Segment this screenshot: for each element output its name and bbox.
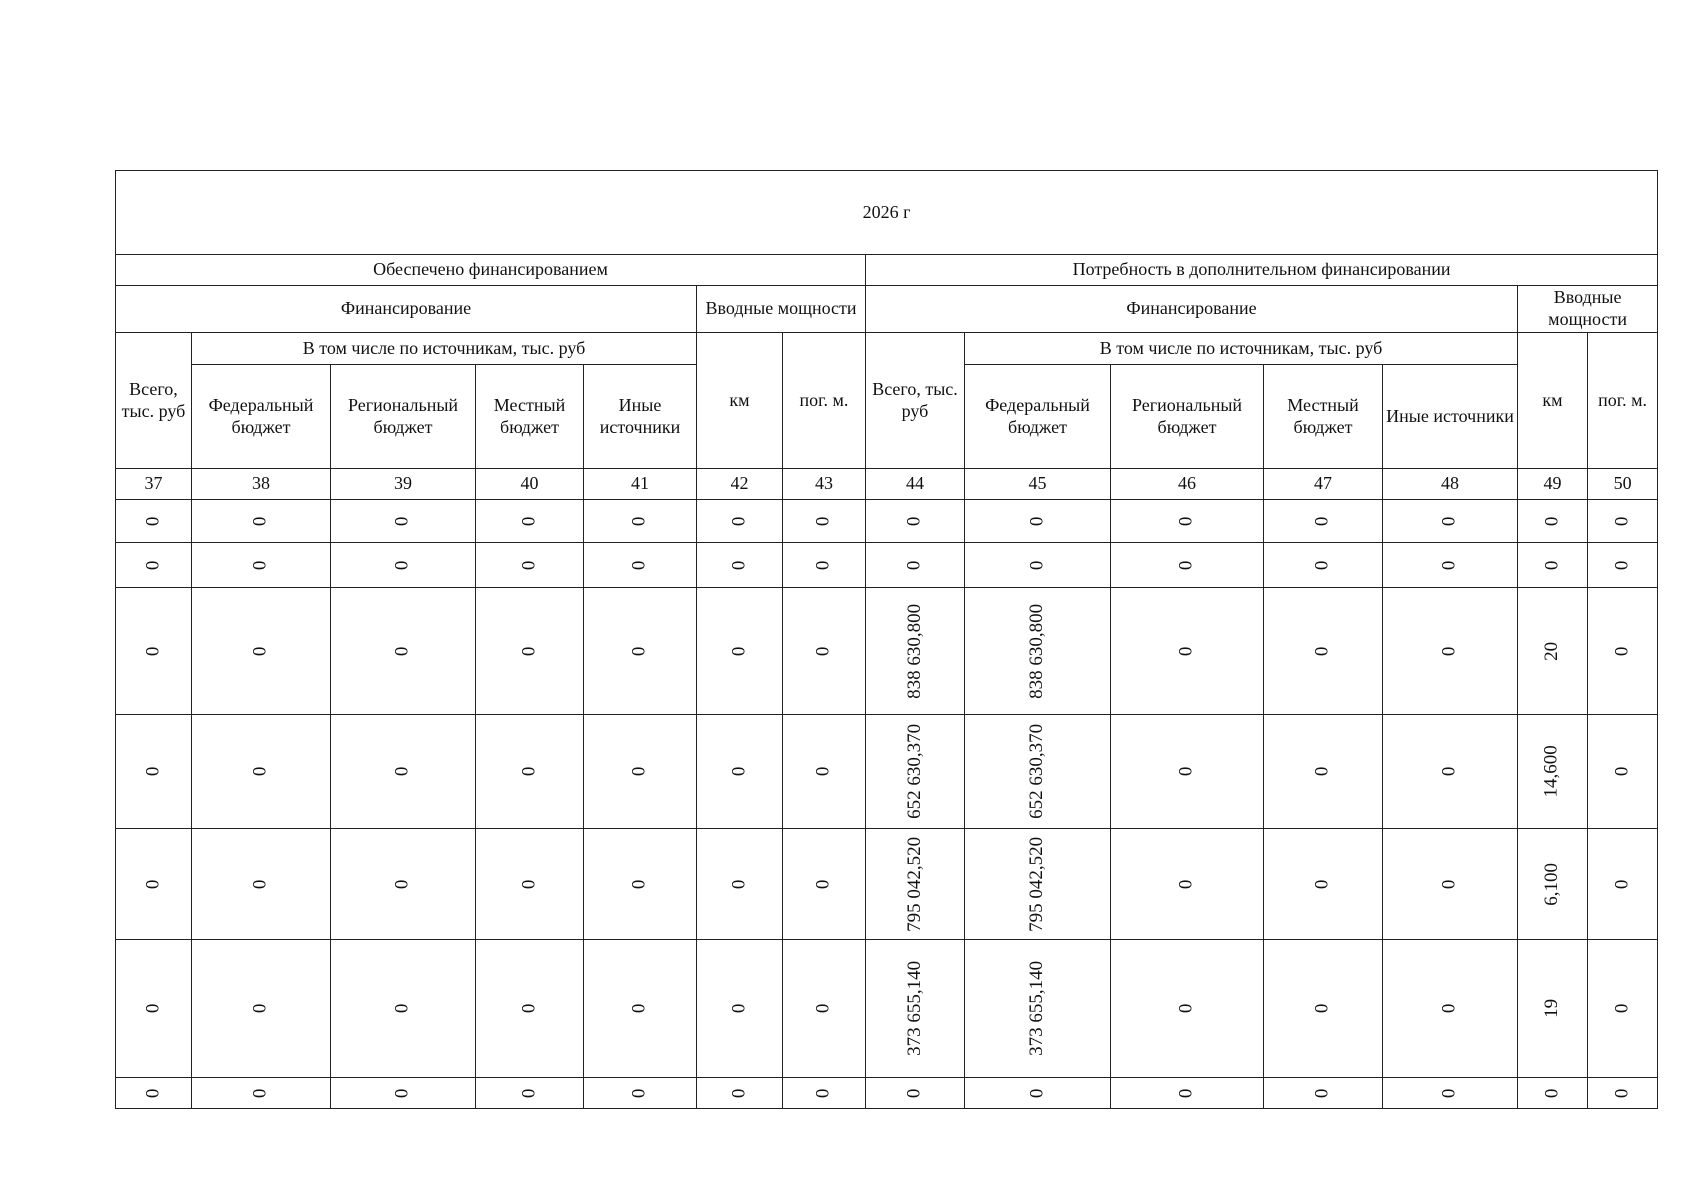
table-cell: [1588, 715, 1658, 829]
cell-value: 0: [391, 646, 413, 656]
column-number: 37: [116, 469, 192, 500]
cell-value: 0: [628, 560, 650, 570]
table-cell: [965, 715, 1111, 829]
cell-value: 0: [391, 879, 413, 889]
cell-value: 0: [903, 1088, 925, 1098]
table-cell: [192, 715, 331, 829]
secured-capacity-header: Вводные мощности: [697, 286, 866, 333]
table-cell: [1383, 500, 1518, 543]
cell-value: 0: [249, 560, 271, 570]
table-cell: [1518, 940, 1588, 1078]
cell-value: 0: [728, 766, 750, 777]
cell-value: 795 042,520: [1026, 836, 1048, 932]
cell-value: 795 042,520: [904, 836, 926, 932]
additional-financing-header: Финансирование: [866, 286, 1518, 333]
table-cell: [476, 829, 584, 940]
cell-value: 0: [1541, 1088, 1563, 1098]
cell-value: 838 630,800: [904, 603, 926, 699]
cell-value: 0: [903, 516, 925, 526]
table-cell: [866, 588, 965, 715]
additional-federal-header: Федеральный бюджет: [965, 365, 1111, 469]
table-cell: [1264, 588, 1383, 715]
cell-value: 0: [1026, 1088, 1048, 1098]
additional-regional-header: Региональный бюджет: [1111, 365, 1264, 469]
secured-pogm-header: пог. м.: [783, 333, 866, 469]
table-cell: [965, 829, 1111, 940]
table-cell: [116, 715, 192, 829]
additional-pogm-header: пог. м.: [1588, 333, 1658, 469]
cell-value: 0: [249, 516, 271, 526]
table-cell: [1111, 1078, 1264, 1109]
table-cell: [1383, 588, 1518, 715]
table-cell: [697, 543, 783, 588]
secured-local-header: Местный бюджет: [476, 365, 584, 469]
table-cell: [697, 1078, 783, 1109]
cell-value: 0: [1438, 646, 1460, 656]
additional-capacity-header: Вводные мощности: [1518, 286, 1658, 333]
table-cell: [697, 940, 783, 1078]
cell-value: 0: [1175, 1003, 1197, 1014]
table-cell: [1588, 543, 1658, 588]
column-number: 39: [331, 469, 476, 500]
table-cell: [1588, 1078, 1658, 1109]
cell-value: 0: [1026, 516, 1048, 526]
secured-sources-header: В том числе по источникам, тыс. руб: [192, 333, 697, 365]
table-cell: [584, 829, 697, 940]
table-row: [116, 940, 1658, 1078]
cell-value: 0: [728, 1003, 750, 1014]
cell-value: 0: [249, 646, 271, 656]
table-cell: [116, 588, 192, 715]
secured-financing-header: Финансирование: [116, 286, 697, 333]
table-cell: [783, 940, 866, 1078]
cell-value: 0: [391, 560, 413, 570]
cell-value: 0: [812, 560, 834, 570]
table-cell: [331, 715, 476, 829]
cell-value: 0: [1175, 879, 1197, 889]
cell-value: 0: [1311, 516, 1333, 526]
cell-value: 0: [142, 560, 164, 570]
cell-value: 373 655,140: [1026, 960, 1048, 1056]
table-cell: [331, 588, 476, 715]
table-cell: [965, 543, 1111, 588]
cell-value: 0: [391, 516, 413, 526]
table-cell: [331, 1078, 476, 1109]
table-cell: [1383, 715, 1518, 829]
cell-value: 0: [1311, 766, 1333, 777]
secured-km-header: км: [697, 333, 783, 469]
cell-value: 0: [391, 1088, 413, 1098]
additional-sources-header: В том числе по источникам, тыс. руб: [965, 333, 1518, 365]
cell-value: 0: [812, 879, 834, 889]
table-cell: [116, 543, 192, 588]
table-cell: [1518, 715, 1588, 829]
cell-value: 0: [812, 1088, 834, 1098]
table-cell: [783, 829, 866, 940]
cell-value: 0: [1311, 1088, 1333, 1098]
table-cell: [1588, 940, 1658, 1078]
table-cell: [1518, 543, 1588, 588]
secured-group-header: Обеспечено финансированием: [116, 255, 866, 286]
cell-value: 0: [518, 879, 540, 889]
cell-value: 0: [812, 1003, 834, 1014]
cell-value: 0: [1611, 560, 1633, 570]
column-number: 46: [1111, 469, 1264, 500]
table-cell: [476, 1078, 584, 1109]
column-numbers-row: [116, 469, 1658, 500]
cell-value: 0: [1438, 1088, 1460, 1098]
cell-value: 0: [1438, 1003, 1460, 1014]
table-cell: [866, 543, 965, 588]
table-cell: [1518, 1078, 1588, 1109]
table-cell: [331, 940, 476, 1078]
column-number: 45: [965, 469, 1111, 500]
column-number: 50: [1588, 469, 1658, 500]
cell-value: 19: [1541, 998, 1563, 1018]
cell-value: 0: [391, 766, 413, 777]
table-cell: [783, 588, 866, 715]
cell-value: 652 630,370: [1026, 723, 1048, 819]
cell-value: 0: [142, 879, 164, 889]
table-cell: [965, 1078, 1111, 1109]
secured-other-header: Иные источники: [584, 365, 697, 469]
table-cell: [866, 500, 965, 543]
cell-value: 0: [142, 1003, 164, 1014]
table-cell: [584, 715, 697, 829]
cell-value: 0: [1175, 1088, 1197, 1098]
table-cell: [331, 500, 476, 543]
table-cell: [584, 543, 697, 588]
table-cell: [697, 588, 783, 715]
table-row: [116, 588, 1658, 715]
cell-value: 0: [391, 1003, 413, 1014]
table-cell: [1518, 500, 1588, 543]
cell-value: 0: [1611, 1003, 1633, 1014]
table-cell: [1588, 829, 1658, 940]
table-row: [116, 829, 1658, 940]
column-number: 49: [1518, 469, 1588, 500]
cell-value: 0: [1311, 1003, 1333, 1014]
table-cell: [116, 1078, 192, 1109]
table-cell: [584, 1078, 697, 1109]
cell-value: 373 655,140: [904, 960, 926, 1056]
table-cell: [1111, 500, 1264, 543]
cell-value: 0: [249, 1003, 271, 1014]
table-cell: [1264, 940, 1383, 1078]
additional-km-header: км: [1518, 333, 1588, 469]
year-header: 2026 г: [116, 171, 1658, 255]
cell-value: 6,100: [1541, 862, 1563, 906]
table-cell: [1111, 940, 1264, 1078]
table-row: [116, 500, 1658, 543]
cell-value: 0: [1611, 766, 1633, 777]
table-cell: [965, 588, 1111, 715]
cell-value: 0: [1438, 879, 1460, 889]
table-cell: [1518, 588, 1588, 715]
cell-value: 0: [628, 1003, 650, 1014]
table-cell: [192, 500, 331, 543]
cell-value: 0: [1611, 879, 1633, 889]
table-cell: [783, 543, 866, 588]
cell-value: 0: [1611, 1088, 1633, 1098]
column-number: 42: [697, 469, 783, 500]
table-cell: [476, 940, 584, 1078]
table-cell: [1518, 829, 1588, 940]
cell-value: 0: [728, 1088, 750, 1098]
table-cell: [866, 940, 965, 1078]
cell-value: 0: [812, 516, 834, 526]
table-cell: [192, 1078, 331, 1109]
table-cell: [1264, 543, 1383, 588]
additional-total-header: Всего, тыс. руб: [866, 333, 965, 469]
financing-table: [115, 170, 1658, 1109]
cell-value: 0: [518, 560, 540, 570]
cell-value: 14,600: [1541, 745, 1563, 798]
table-cell: [965, 940, 1111, 1078]
cell-value: 0: [142, 646, 164, 656]
table-cell: [331, 543, 476, 588]
cell-value: 0: [249, 766, 271, 777]
cell-value: 0: [1611, 646, 1633, 656]
cell-value: 0: [1438, 766, 1460, 777]
cell-value: 0: [1175, 766, 1197, 777]
cell-value: 0: [249, 1088, 271, 1098]
table-cell: [192, 940, 331, 1078]
table-cell: [116, 500, 192, 543]
table-cell: [192, 588, 331, 715]
table-cell: [584, 940, 697, 1078]
table-cell: [697, 500, 783, 543]
table-cell: [697, 715, 783, 829]
column-number: 44: [866, 469, 965, 500]
cell-value: 0: [1311, 879, 1333, 889]
table-cell: [1588, 588, 1658, 715]
table-row: [116, 715, 1658, 829]
cell-value: 0: [142, 516, 164, 526]
cell-value: 0: [518, 766, 540, 777]
cell-value: 0: [812, 646, 834, 656]
table-cell: [1111, 715, 1264, 829]
table-cell: [476, 588, 584, 715]
cell-value: 0: [728, 879, 750, 889]
cell-value: 0: [1311, 560, 1333, 570]
secured-regional-header: Региональный бюджет: [331, 365, 476, 469]
table-cell: [697, 829, 783, 940]
cell-value: 0: [518, 646, 540, 656]
cell-value: 0: [628, 1088, 650, 1098]
cell-value: 0: [142, 766, 164, 777]
cell-value: 652 630,370: [904, 723, 926, 819]
secured-federal-header: Федеральный бюджет: [192, 365, 331, 469]
additional-local-header: Местный бюджет: [1264, 365, 1383, 469]
table-cell: [476, 500, 584, 543]
column-number: 40: [476, 469, 584, 500]
cell-value: 0: [628, 516, 650, 526]
cell-value: 0: [628, 646, 650, 656]
table-cell: [1111, 829, 1264, 940]
cell-value: 0: [1311, 646, 1333, 656]
table-cell: [1264, 829, 1383, 940]
cell-value: 0: [1175, 516, 1197, 526]
cell-value: 0: [1026, 560, 1048, 570]
table-cell: [331, 829, 476, 940]
cell-value: 0: [1541, 516, 1563, 526]
cell-value: 0: [628, 766, 650, 777]
table-row: [116, 543, 1658, 588]
cell-value: 838 630,800: [1026, 603, 1048, 699]
cell-value: 0: [812, 766, 834, 777]
table-cell: [476, 715, 584, 829]
cell-value: 0: [728, 516, 750, 526]
additional-other-header: Иные источники: [1383, 365, 1518, 469]
table-cell: [476, 543, 584, 588]
table-cell: [866, 829, 965, 940]
cell-value: 0: [518, 516, 540, 526]
table-cell: [1383, 543, 1518, 588]
table-cell: [1383, 1078, 1518, 1109]
table-cell: [866, 715, 965, 829]
cell-value: 20: [1541, 641, 1563, 661]
table-cell: [116, 940, 192, 1078]
table-cell: [965, 500, 1111, 543]
table-cell: [1383, 829, 1518, 940]
table-cell: [1264, 500, 1383, 543]
cell-value: 0: [1175, 560, 1197, 570]
table-cell: [1111, 543, 1264, 588]
column-number: 48: [1383, 469, 1518, 500]
cell-value: 0: [518, 1003, 540, 1014]
table-cell: [783, 715, 866, 829]
table-cell: [1588, 500, 1658, 543]
cell-value: 0: [1541, 560, 1563, 570]
column-number: 47: [1264, 469, 1383, 500]
table-cell: [866, 1078, 965, 1109]
cell-value: 0: [728, 560, 750, 570]
additional-group-header: Потребность в дополнительном финансировании: [866, 255, 1658, 286]
table-cell: [584, 500, 697, 543]
table-cell: [1111, 588, 1264, 715]
table-cell: [1264, 1078, 1383, 1109]
table-cell: [116, 829, 192, 940]
table-cell: [1264, 715, 1383, 829]
table-cell: [1383, 940, 1518, 1078]
column-number: 38: [192, 469, 331, 500]
cell-value: 0: [628, 879, 650, 889]
cell-value: 0: [249, 879, 271, 889]
secured-total-header: Всего, тыс. руб: [116, 333, 192, 469]
cell-value: 0: [728, 646, 750, 656]
table-cell: [192, 829, 331, 940]
column-number: 43: [783, 469, 866, 500]
cell-value: 0: [1175, 646, 1197, 656]
column-number: 41: [584, 469, 697, 500]
cell-value: 0: [1438, 516, 1460, 526]
table-cell: [584, 588, 697, 715]
table-row: [116, 1078, 1658, 1109]
table-cell: [783, 500, 866, 543]
cell-value: 0: [142, 1088, 164, 1098]
cell-value: 0: [1611, 516, 1633, 526]
cell-value: 0: [903, 560, 925, 570]
cell-value: 0: [518, 1088, 540, 1098]
table-cell: [783, 1078, 866, 1109]
cell-value: 0: [1438, 560, 1460, 570]
table-cell: [192, 543, 331, 588]
